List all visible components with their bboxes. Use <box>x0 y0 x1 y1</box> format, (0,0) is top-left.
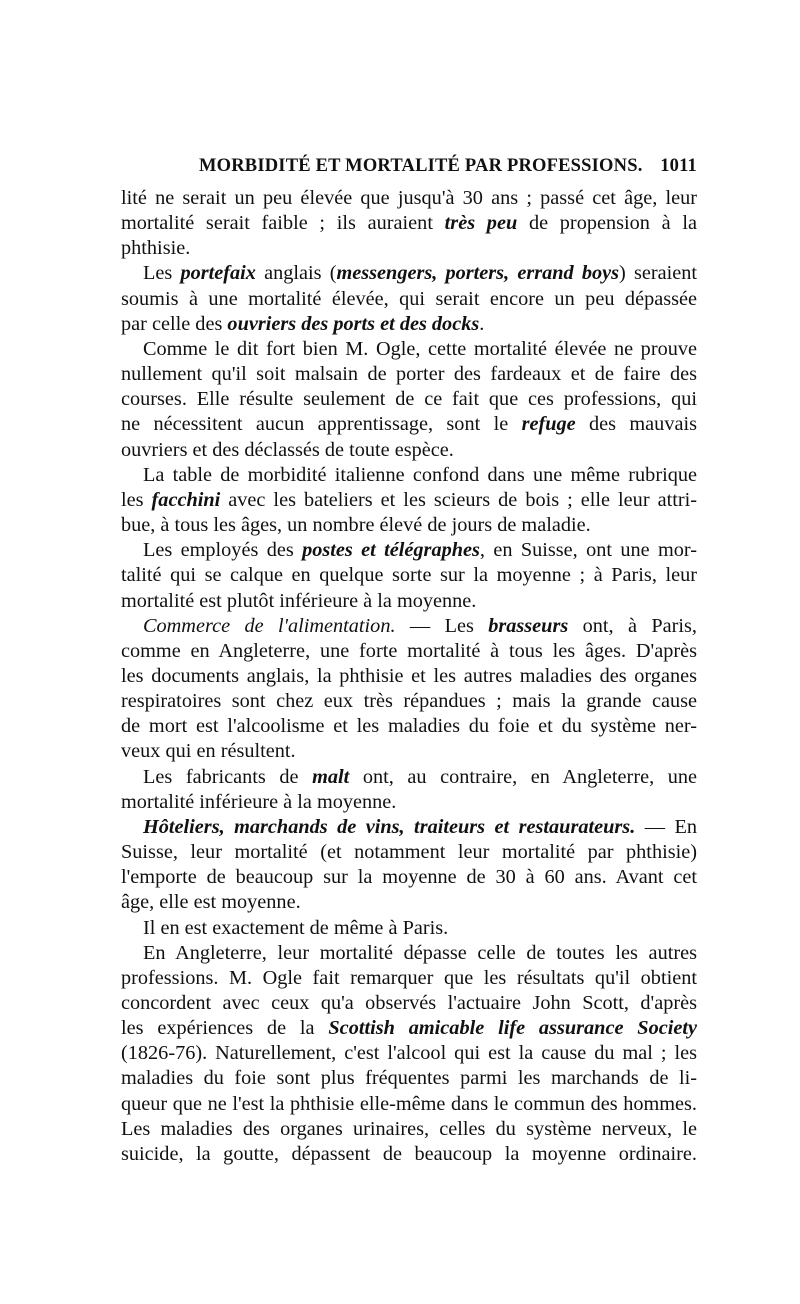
text-line: les documents anglais, la phthisie et les autres maladies des organes <box>121 664 697 687</box>
text-line: Commerce de l'alimentation. — Les brasseurs ont, à Paris, <box>142 614 697 637</box>
text-line: Suisse, leur mortalité (et notamment leur mortalité par phthisie) <box>121 841 697 864</box>
paragraph <box>121 337 697 463</box>
text-line: Les portefaix anglais (messengers, porters, errand boys) seraient <box>142 262 698 285</box>
text-line: Les maladies des organes urinaires, celles du système nerveux, le <box>121 1117 697 1140</box>
text-line: La table de morbidité italienne confond dans une même rubrique <box>142 463 697 486</box>
text-line: Les fabricants de malt ont, au contraire, en Angleterre, une <box>142 765 697 788</box>
text-line: soumis à une mortalité élevée, qui serait encore un peu dépassée <box>121 287 697 310</box>
text-line: par celle des ouvriers des ports et des docks. <box>121 312 485 335</box>
text-line: talité qui se calque en quelque sorte sur la moyenne ; à Paris, leur <box>121 564 697 587</box>
text-line: mortalité inférieure à la moyenne. <box>121 790 397 813</box>
paragraph <box>121 186 697 261</box>
text-line: queur que ne l'est la phthisie elle-même dans le commun des hommes. <box>121 1092 697 1115</box>
text-line: lité ne serait un peu élevée que jusqu'à 30 ans ; passé cet âge, leur <box>121 187 697 209</box>
text-line: (1826-76). Naturellement, c'est l'alcool qui est la cause du mal ; les <box>121 1042 697 1065</box>
text-line: comme en Angleterre, une forte mortalité à tous les âges. D'après <box>121 639 697 662</box>
paragraph <box>121 765 697 815</box>
text-line: l'emporte de beaucoup sur la moyenne de 30 à 60 ans. Avant cet <box>121 866 697 889</box>
text-line: concordent avec ceux qu'a observés l'actuaire John Scott, d'après <box>121 992 697 1014</box>
paragraph <box>121 261 697 336</box>
text-line: veux qui en résultent. <box>121 740 296 763</box>
text-line: ouvriers et des déclassés de toute espèce. <box>121 438 454 461</box>
text-line: respiratoires sont chez eux très répandues ; mais la grande cause <box>121 690 697 713</box>
text-line: mortalité est plutôt inférieure à la moyenne. <box>121 589 477 612</box>
text-line: courses. Elle résulte seulement de ce fait que ces professions, qui <box>121 388 697 411</box>
paragraph <box>121 463 697 538</box>
text-line: maladies du foie sont plus fréquentes parmi les marchands de li- <box>121 1067 697 1090</box>
text-line: mortalité serait faible ; ils auraient très peu de propension à la <box>121 212 697 235</box>
text-line: professions. M. Ogle fait remarquer que les résultats qu'il obtient <box>121 966 697 989</box>
text-line: Comme le dit fort bien M. Ogle, cette mortalité élevée ne prouve <box>142 337 697 360</box>
text-line: ne nécessitent aucun apprentissage, sont le refuge des mauvais <box>121 413 697 436</box>
text-line: Hôteliers, marchands de vins, traiteurs et restaurateurs. — En <box>142 815 697 838</box>
text-line: bue, à tous les âges, un nombre élevé de jours de maladie. <box>121 514 591 537</box>
body-text <box>121 186 697 1167</box>
running-title: MORBIDITÉ ET MORTALITÉ PAR PROFESSIONS. <box>199 156 643 176</box>
text-line: de mort est l'alcoolisme et les maladies du foie et du système ner- <box>121 715 697 738</box>
running-header <box>121 156 697 186</box>
text-line: les expériences de la Scottish amicable life assurance Society <box>121 1017 697 1040</box>
paragraph <box>121 916 697 941</box>
text-line: Il en est exactement de même à Paris. <box>142 916 449 939</box>
text-line: les facchini avec les bateliers et les scieurs de bois ; elle leur attri- <box>121 488 697 511</box>
paragraph <box>121 815 697 916</box>
text-line: Les employés des postes et télégraphes, en Suisse, ont une mor- <box>142 539 697 562</box>
paragraph <box>121 614 697 765</box>
paragraph <box>121 941 697 1167</box>
text-line: âge, elle est moyenne. <box>121 891 301 914</box>
text-line: nullement qu'il soit malsain de porter des fardeaux et de faire des <box>121 363 697 386</box>
text-line: En Angleterre, leur mortalité dépasse celle de toutes les autres <box>142 941 697 964</box>
page-number: 1011 <box>660 156 697 176</box>
text-line: phthisie. <box>121 237 191 260</box>
text-line: suicide, la goutte, dépassent de beaucoup la moyenne ordinaire. <box>121 1142 697 1165</box>
paragraph <box>121 538 697 613</box>
